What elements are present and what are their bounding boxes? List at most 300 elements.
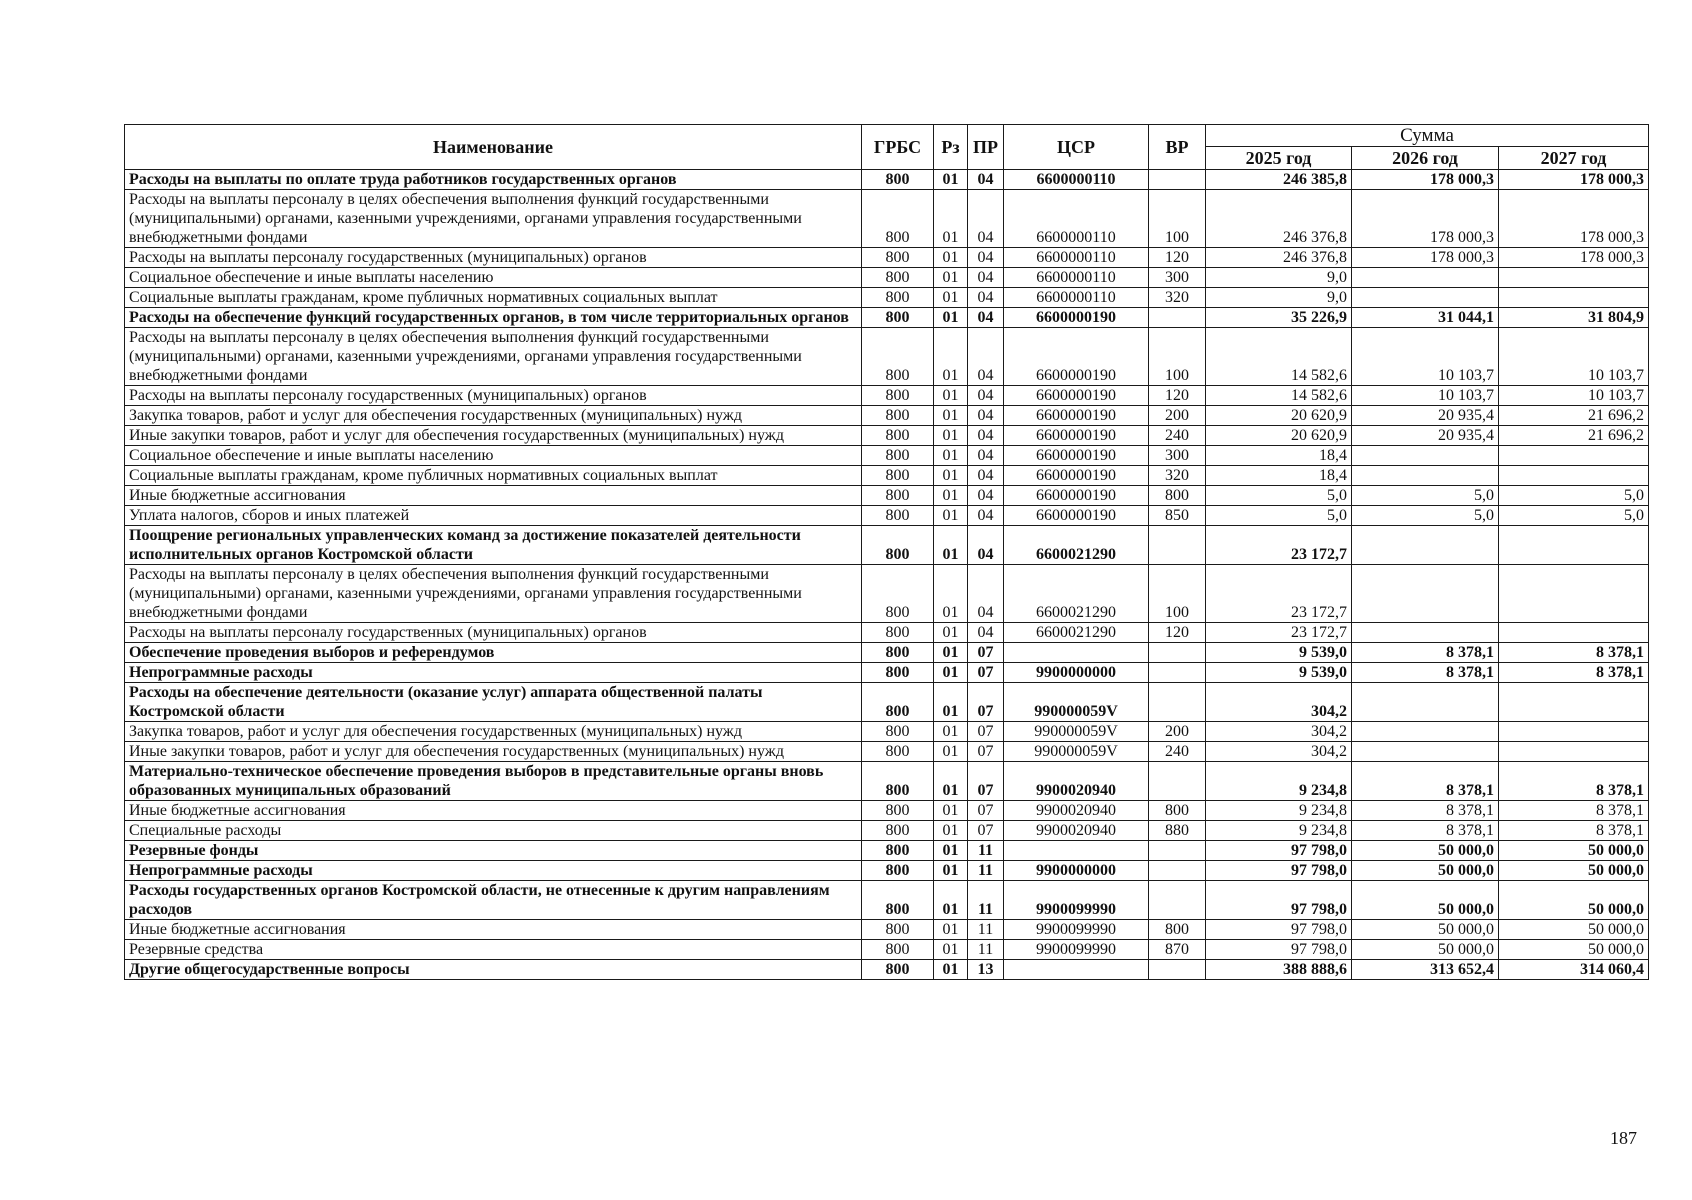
row-vr-cell: 320 [1149,288,1206,308]
row-2026-cell: 10 103,7 [1352,328,1499,386]
row-2025-cell: 304,2 [1206,742,1352,762]
row-pr-cell: 04 [968,308,1004,328]
row-2026-cell: 8 378,1 [1352,643,1499,663]
row-grbs-cell: 800 [862,623,934,643]
row-csr-cell: 6600000190 [1004,406,1149,426]
row-pr-cell: 04 [968,486,1004,506]
row-grbs-cell: 800 [862,861,934,881]
row-csr-cell: 6600000110 [1004,288,1149,308]
row-name-cell: Поощрение региональных управленческих команд за достижение показателей деятельности исполнительных органов Костромской области [125,526,862,565]
row-name-cell: Резервные фонды [125,841,862,861]
row-vr-cell: 100 [1149,328,1206,386]
table-row [125,268,1649,288]
table-row [125,881,1649,920]
row-csr-cell: 6600000190 [1004,486,1149,506]
page-number: 187 [1610,1128,1637,1148]
row-2025-cell: 388 888,6 [1206,960,1352,980]
row-rz-cell: 01 [934,623,968,643]
row-vr-cell [1149,526,1206,565]
row-2026-cell [1352,683,1499,722]
row-pr-cell: 11 [968,881,1004,920]
row-grbs-cell: 800 [862,821,934,841]
row-rz-cell: 01 [934,308,968,328]
row-2027-cell: 50 000,0 [1499,920,1649,940]
table-row [125,506,1649,526]
row-vr-cell: 800 [1149,486,1206,506]
table-row [125,841,1649,861]
row-csr-cell [1004,960,1149,980]
row-2027-cell: 178 000,3 [1499,190,1649,248]
row-2026-cell: 50 000,0 [1352,920,1499,940]
row-vr-cell: 870 [1149,940,1206,960]
row-grbs-cell: 800 [862,170,934,190]
table-row [125,742,1649,762]
row-2026-cell [1352,565,1499,623]
row-2025-cell: 9 234,8 [1206,762,1352,801]
row-pr-cell: 04 [968,466,1004,486]
row-pr-cell: 04 [968,426,1004,446]
row-grbs-cell: 800 [862,268,934,288]
table-row [125,801,1649,821]
row-2027-cell: 8 378,1 [1499,643,1649,663]
row-rz-cell: 01 [934,683,968,722]
row-name-cell: Расходы на выплаты персоналу в целях обеспечения выполнения функций государственными (муниципальными) органами, казенными учреждениями, органами управления государственными внебюджетными фондами [125,190,862,248]
row-grbs-cell: 800 [862,446,934,466]
row-pr-cell: 13 [968,960,1004,980]
row-rz-cell: 01 [934,386,968,406]
row-name-cell: Материально-техническое обеспечение проведения выборов в представительные органы вновь образованных муниципальных образований [125,762,862,801]
row-name-cell: Другие общегосударственные вопросы [125,960,862,980]
row-pr-cell: 07 [968,742,1004,762]
row-2025-cell: 304,2 [1206,683,1352,722]
row-2026-cell [1352,268,1499,288]
row-rz-cell: 01 [934,268,968,288]
row-2027-cell: 8 378,1 [1499,801,1649,821]
row-2026-cell [1352,623,1499,643]
row-2025-cell: 14 582,6 [1206,328,1352,386]
table-row [125,683,1649,722]
budget-table [124,124,1649,980]
row-pr-cell: 04 [968,288,1004,308]
row-rz-cell: 01 [934,406,968,426]
row-csr-cell: 9900099990 [1004,940,1149,960]
row-csr-cell [1004,643,1149,663]
row-2027-cell [1499,288,1649,308]
row-pr-cell: 04 [968,170,1004,190]
table-row [125,821,1649,841]
row-name-cell: Расходы на выплаты персоналу государственных (муниципальных) органов [125,248,862,268]
row-csr-cell: 6600000190 [1004,446,1149,466]
row-csr-cell: 6600000190 [1004,506,1149,526]
row-2025-cell: 97 798,0 [1206,920,1352,940]
row-2027-cell [1499,466,1649,486]
row-name-cell: Иные закупки товаров, работ и услуг для обеспечения государственных (муниципальных) нужд [125,426,862,446]
row-pr-cell: 04 [968,526,1004,565]
row-rz-cell: 01 [934,565,968,623]
table-row [125,722,1649,742]
row-2025-cell: 97 798,0 [1206,940,1352,960]
row-2026-cell: 50 000,0 [1352,861,1499,881]
row-pr-cell: 07 [968,722,1004,742]
row-rz-cell: 01 [934,328,968,386]
table-row [125,248,1649,268]
row-2026-cell [1352,722,1499,742]
row-2025-cell: 5,0 [1206,506,1352,526]
row-name-cell: Расходы на выплаты по оплате труда работников государственных органов [125,170,862,190]
row-rz-cell: 01 [934,960,968,980]
col-header-2027: 2027 год [1499,147,1649,170]
row-grbs-cell: 800 [862,940,934,960]
row-2025-cell: 97 798,0 [1206,841,1352,861]
row-pr-cell: 07 [968,663,1004,683]
row-vr-cell: 240 [1149,742,1206,762]
row-grbs-cell: 800 [862,960,934,980]
row-name-cell: Закупка товаров, работ и услуг для обеспечения государственных (муниципальных) нужд [125,722,862,742]
row-grbs-cell: 800 [862,466,934,486]
row-grbs-cell: 800 [862,663,934,683]
row-rz-cell: 01 [934,526,968,565]
row-2026-cell [1352,288,1499,308]
row-rz-cell: 01 [934,722,968,742]
row-vr-cell: 880 [1149,821,1206,841]
row-2027-cell: 31 804,9 [1499,308,1649,328]
row-grbs-cell: 800 [862,288,934,308]
row-pr-cell: 04 [968,248,1004,268]
row-2026-cell: 178 000,3 [1352,190,1499,248]
row-vr-cell: 800 [1149,920,1206,940]
row-rz-cell: 01 [934,506,968,526]
row-vr-cell: 100 [1149,190,1206,248]
row-name-cell: Социальное обеспечение и иные выплаты населению [125,268,862,288]
row-2027-cell [1499,623,1649,643]
row-name-cell: Иные бюджетные ассигнования [125,486,862,506]
row-pr-cell: 11 [968,861,1004,881]
col-header-2025: 2025 год [1206,147,1352,170]
row-pr-cell: 07 [968,801,1004,821]
table-body [125,170,1649,980]
row-csr-cell: 990000059V [1004,722,1149,742]
row-2027-cell: 10 103,7 [1499,328,1649,386]
row-name-cell: Расходы на выплаты персоналу государственных (муниципальных) органов [125,623,862,643]
row-name-cell: Обеспечение проведения выборов и референдумов [125,643,862,663]
row-vr-cell: 200 [1149,722,1206,742]
table-row [125,288,1649,308]
row-2025-cell: 246 376,8 [1206,190,1352,248]
row-grbs-cell: 800 [862,486,934,506]
row-vr-cell: 850 [1149,506,1206,526]
row-name-cell: Резервные средства [125,940,862,960]
row-vr-cell: 200 [1149,406,1206,426]
row-2025-cell: 20 620,9 [1206,406,1352,426]
row-2025-cell: 97 798,0 [1206,881,1352,920]
table-row [125,328,1649,386]
table-row [125,920,1649,940]
row-rz-cell: 01 [934,288,968,308]
row-2027-cell [1499,565,1649,623]
row-vr-cell: 320 [1149,466,1206,486]
row-grbs-cell: 800 [862,308,934,328]
row-vr-cell: 120 [1149,248,1206,268]
row-grbs-cell: 800 [862,426,934,446]
row-2026-cell [1352,466,1499,486]
row-2027-cell: 5,0 [1499,506,1649,526]
row-csr-cell: 990000059V [1004,683,1149,722]
row-csr-cell: 6600000110 [1004,248,1149,268]
row-2027-cell [1499,683,1649,722]
row-2026-cell: 313 652,4 [1352,960,1499,980]
row-grbs-cell: 800 [862,386,934,406]
row-name-cell: Расходы на обеспечение функций государственных органов, в том числе территориальных органов [125,308,862,328]
col-header-vr: ВР [1149,125,1206,170]
row-2027-cell: 50 000,0 [1499,940,1649,960]
row-2025-cell: 9 539,0 [1206,643,1352,663]
row-pr-cell: 04 [968,406,1004,426]
row-2025-cell: 9,0 [1206,268,1352,288]
row-name-cell: Иные бюджетные ассигнования [125,920,862,940]
row-2027-cell: 21 696,2 [1499,406,1649,426]
table-header [125,125,1649,170]
row-csr-cell: 6600000110 [1004,170,1149,190]
row-2026-cell: 50 000,0 [1352,940,1499,960]
row-grbs-cell: 800 [862,506,934,526]
row-rz-cell: 01 [934,248,968,268]
row-2026-cell: 20 935,4 [1352,426,1499,446]
row-2025-cell: 246 376,8 [1206,248,1352,268]
row-2027-cell: 8 378,1 [1499,762,1649,801]
row-pr-cell: 04 [968,623,1004,643]
row-grbs-cell: 800 [862,762,934,801]
row-rz-cell: 01 [934,663,968,683]
row-grbs-cell: 800 [862,643,934,663]
row-name-cell: Расходы на выплаты персоналу в целях обеспечения выполнения функций государственными (муниципальными) органами, казенными учреждениями, органами управления государственными внебюджетными фондами [125,565,862,623]
row-vr-cell [1149,762,1206,801]
row-rz-cell: 01 [934,920,968,940]
row-grbs-cell: 800 [862,881,934,920]
row-csr-cell: 6600021290 [1004,623,1149,643]
row-rz-cell: 01 [934,170,968,190]
row-pr-cell: 07 [968,643,1004,663]
row-rz-cell: 01 [934,801,968,821]
row-2027-cell: 178 000,3 [1499,170,1649,190]
row-grbs-cell: 800 [862,920,934,940]
table-row [125,565,1649,623]
row-csr-cell: 9900020940 [1004,801,1149,821]
row-2027-cell: 50 000,0 [1499,881,1649,920]
row-name-cell: Уплата налогов, сборов и иных платежей [125,506,862,526]
row-vr-cell: 100 [1149,565,1206,623]
row-vr-cell: 300 [1149,446,1206,466]
row-grbs-cell: 800 [862,841,934,861]
row-grbs-cell: 800 [862,565,934,623]
row-2025-cell: 14 582,6 [1206,386,1352,406]
row-2025-cell: 9 234,8 [1206,801,1352,821]
row-name-cell: Иные закупки товаров, работ и услуг для обеспечения государственных (муниципальных) нужд [125,742,862,762]
row-2026-cell: 8 378,1 [1352,821,1499,841]
row-2027-cell: 10 103,7 [1499,386,1649,406]
row-2027-cell: 8 378,1 [1499,821,1649,841]
row-name-cell: Социальное обеспечение и иные выплаты населению [125,446,862,466]
table-row [125,526,1649,565]
row-pr-cell: 04 [968,386,1004,406]
row-name-cell: Расходы государственных органов Костромской области, не отнесенные к другим направлениям расходов [125,881,862,920]
row-grbs-cell: 800 [862,683,934,722]
row-grbs-cell: 800 [862,742,934,762]
row-rz-cell: 01 [934,426,968,446]
row-pr-cell: 04 [968,506,1004,526]
row-name-cell: Непрограммные расходы [125,663,862,683]
row-2025-cell: 20 620,9 [1206,426,1352,446]
row-csr-cell: 6600021290 [1004,565,1149,623]
row-name-cell: Социальные выплаты гражданам, кроме публичных нормативных социальных выплат [125,288,862,308]
row-2025-cell: 9 234,8 [1206,821,1352,841]
row-vr-cell [1149,308,1206,328]
table-row [125,762,1649,801]
row-name-cell: Расходы на выплаты персоналу в целях обеспечения выполнения функций государственными (муниципальными) органами, казенными учреждениями, органами управления государственными внебюджетными фондами [125,328,862,386]
row-csr-cell: 9900099990 [1004,920,1149,940]
col-header-pr: ПР [968,125,1004,170]
row-csr-cell: 9900000000 [1004,861,1149,881]
row-2026-cell: 8 378,1 [1352,762,1499,801]
row-rz-cell: 01 [934,486,968,506]
row-2026-cell [1352,742,1499,762]
row-name-cell: Расходы на выплаты персоналу государственных (муниципальных) органов [125,386,862,406]
row-2025-cell: 23 172,7 [1206,623,1352,643]
table-row [125,663,1649,683]
row-rz-cell: 01 [934,190,968,248]
table-row [125,426,1649,446]
row-csr-cell [1004,841,1149,861]
table-row [125,386,1649,406]
row-2026-cell: 10 103,7 [1352,386,1499,406]
row-vr-cell: 120 [1149,386,1206,406]
row-2027-cell [1499,268,1649,288]
row-2025-cell: 9 539,0 [1206,663,1352,683]
row-2025-cell: 304,2 [1206,722,1352,742]
row-2027-cell: 21 696,2 [1499,426,1649,446]
row-grbs-cell: 800 [862,526,934,565]
row-grbs-cell: 800 [862,406,934,426]
row-2025-cell: 18,4 [1206,466,1352,486]
table-row [125,940,1649,960]
row-rz-cell: 01 [934,841,968,861]
row-2026-cell: 5,0 [1352,506,1499,526]
row-pr-cell: 04 [968,328,1004,386]
row-2026-cell: 8 378,1 [1352,663,1499,683]
row-pr-cell: 11 [968,940,1004,960]
col-header-csr: ЦСР [1004,125,1149,170]
row-vr-cell [1149,861,1206,881]
row-rz-cell: 01 [934,881,968,920]
row-vr-cell: 120 [1149,623,1206,643]
table-row [125,623,1649,643]
row-2026-cell: 8 378,1 [1352,801,1499,821]
row-name-cell: Социальные выплаты гражданам, кроме публичных нормативных социальных выплат [125,466,862,486]
row-2026-cell: 31 044,1 [1352,308,1499,328]
row-2025-cell: 97 798,0 [1206,861,1352,881]
row-csr-cell: 6600000190 [1004,426,1149,446]
row-2025-cell: 9,0 [1206,288,1352,308]
table-row [125,170,1649,190]
row-pr-cell: 07 [968,821,1004,841]
row-2027-cell [1499,526,1649,565]
row-grbs-cell: 800 [862,248,934,268]
row-vr-cell: 300 [1149,268,1206,288]
row-2025-cell: 18,4 [1206,446,1352,466]
row-2025-cell: 246 385,8 [1206,170,1352,190]
row-2026-cell [1352,526,1499,565]
row-grbs-cell: 800 [862,328,934,386]
row-name-cell: Расходы на обеспечение деятельности (оказание услуг) аппарата общественной палаты Костромской области [125,683,862,722]
row-2026-cell: 5,0 [1352,486,1499,506]
table-row [125,308,1649,328]
row-csr-cell: 6600000190 [1004,328,1149,386]
row-2025-cell: 23 172,7 [1206,565,1352,623]
row-vr-cell [1149,841,1206,861]
row-rz-cell: 01 [934,861,968,881]
row-csr-cell: 6600000190 [1004,466,1149,486]
row-2027-cell: 5,0 [1499,486,1649,506]
col-header-grbs: ГРБС [862,125,934,170]
row-csr-cell: 6600021290 [1004,526,1149,565]
table-row [125,190,1649,248]
row-2027-cell [1499,722,1649,742]
row-2027-cell: 8 378,1 [1499,663,1649,683]
table-row [125,960,1649,980]
row-2027-cell [1499,446,1649,466]
row-grbs-cell: 800 [862,190,934,248]
row-csr-cell: 6600000190 [1004,386,1149,406]
row-vr-cell [1149,683,1206,722]
row-2027-cell: 178 000,3 [1499,248,1649,268]
row-2026-cell: 178 000,3 [1352,170,1499,190]
row-csr-cell: 9900020940 [1004,821,1149,841]
table-row [125,446,1649,466]
row-name-cell: Закупка товаров, работ и услуг для обеспечения государственных (муниципальных) нужд [125,406,862,426]
col-header-sum: Сумма [1206,125,1649,147]
row-vr-cell: 240 [1149,426,1206,446]
row-2026-cell [1352,446,1499,466]
col-header-name: Наименование [125,125,862,170]
row-2026-cell: 20 935,4 [1352,406,1499,426]
row-pr-cell: 07 [968,683,1004,722]
row-2026-cell: 50 000,0 [1352,841,1499,861]
row-csr-cell: 6600000110 [1004,190,1149,248]
row-rz-cell: 01 [934,466,968,486]
row-pr-cell: 04 [968,446,1004,466]
row-pr-cell: 11 [968,841,1004,861]
row-csr-cell: 6600000110 [1004,268,1149,288]
row-vr-cell [1149,643,1206,663]
col-header-rz: Рз [934,125,968,170]
table-row [125,486,1649,506]
row-csr-cell: 9900099990 [1004,881,1149,920]
row-2027-cell: 314 060,4 [1499,960,1649,980]
row-2025-cell: 23 172,7 [1206,526,1352,565]
row-csr-cell: 9900020940 [1004,762,1149,801]
row-pr-cell: 07 [968,762,1004,801]
row-name-cell: Иные бюджетные ассигнования [125,801,862,821]
row-vr-cell [1149,170,1206,190]
row-vr-cell: 800 [1149,801,1206,821]
row-name-cell: Непрограммные расходы [125,861,862,881]
table-row [125,466,1649,486]
table-row [125,861,1649,881]
row-rz-cell: 01 [934,821,968,841]
row-rz-cell: 01 [934,446,968,466]
table-row [125,406,1649,426]
row-csr-cell: 9900000000 [1004,663,1149,683]
row-name-cell: Специальные расходы [125,821,862,841]
